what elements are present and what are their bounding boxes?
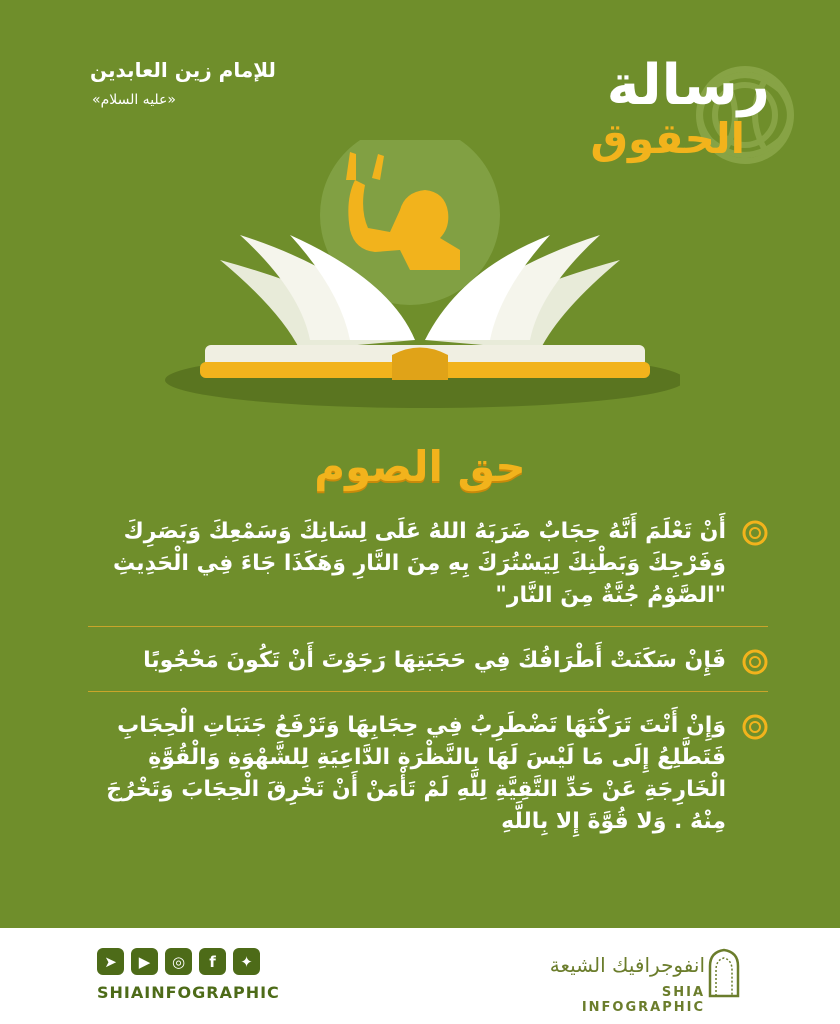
mihrab-logo-icon: [706, 948, 742, 998]
item-text: فَإِنْ سَكَنَتْ أَطْرَافُكَ فِي حَجَبَتِهَا رَجَوْتَ أَنْ تَكُونَ مَحْجُوبًا: [143, 648, 726, 673]
divider: [88, 691, 768, 692]
knot-bullet-icon: [742, 714, 768, 740]
title-main: رسالة: [606, 53, 770, 118]
title-sub: الحقوق: [590, 114, 745, 163]
item-text: أَنْ تَعْلَمَ أَنَّهُ حِجَابٌ ضَرَبَهُ اللهُ عَلَى لِسَانِكَ وَسَمْعِكَ وَبَصَرِكَ وَفَرْجِكَ وَبَطْنِكَ لِيَسْتُرَكَ بِهِ مِنَ النَّارِ وَهَكَذَا جَاءَ فِي الْحَدِيثِ "الصَّوْمُ جُنَّةٌ مِنَ النَّار": [113, 519, 726, 608]
telegram-icon[interactable]: ➤: [97, 948, 124, 975]
honorific-line: «عليه السلام»: [92, 92, 176, 108]
knot-bullet-icon: [742, 649, 768, 675]
open-book-illustration: [160, 140, 680, 410]
facebook-icon[interactable]: f: [199, 948, 226, 975]
brand-name-english: SHIA INFOGRAPHIC: [581, 985, 705, 1015]
list-item: [88, 704, 768, 852]
section-title: حق الصوم: [314, 442, 526, 491]
youtube-icon[interactable]: ▶: [131, 948, 158, 975]
divider: [88, 626, 768, 627]
instagram-icon[interactable]: ◎: [165, 948, 192, 975]
social-links: [97, 948, 260, 975]
rights-list: [88, 510, 768, 852]
list-item: [88, 510, 768, 626]
book-base: [200, 345, 650, 380]
item-text: وَإِنْ أَنْتَ تَرَكْتَهَا تَضْطَرِبُ فِي حِجَابِهَا وَتَرْفَعُ جَنَبَاتِ الْحِجَابِ فَتَطَّلِعُ إِلَى مَا لَيْسَ لَهَا بِالنَّظْرَةِ الدَّاعِيَةِ لِلشَّهْوَةِ وَالْقُوَّةِ الْخَارِجَةِ عَنْ حَدِّ التَّقِيَّةِ لِلَّهِ لَمْ تَأْمَنْ أَنْ تَخْرِقَ الْحِجَابَ وَتَخْرُجَ مِنْهُ . وَلا قُوَّةَ إِلا بِاللَّهِ: [106, 713, 726, 834]
knot-bullet-icon: [742, 520, 768, 546]
list-item: [88, 639, 768, 691]
brand-name-arabic: انفوجرافيك الشيعة: [549, 953, 705, 977]
author-line: للإمام زين العابدين: [90, 58, 276, 82]
social-handle: SHIAINFOGRAPHIC: [97, 983, 280, 1002]
twitter-icon[interactable]: ✦: [233, 948, 260, 975]
